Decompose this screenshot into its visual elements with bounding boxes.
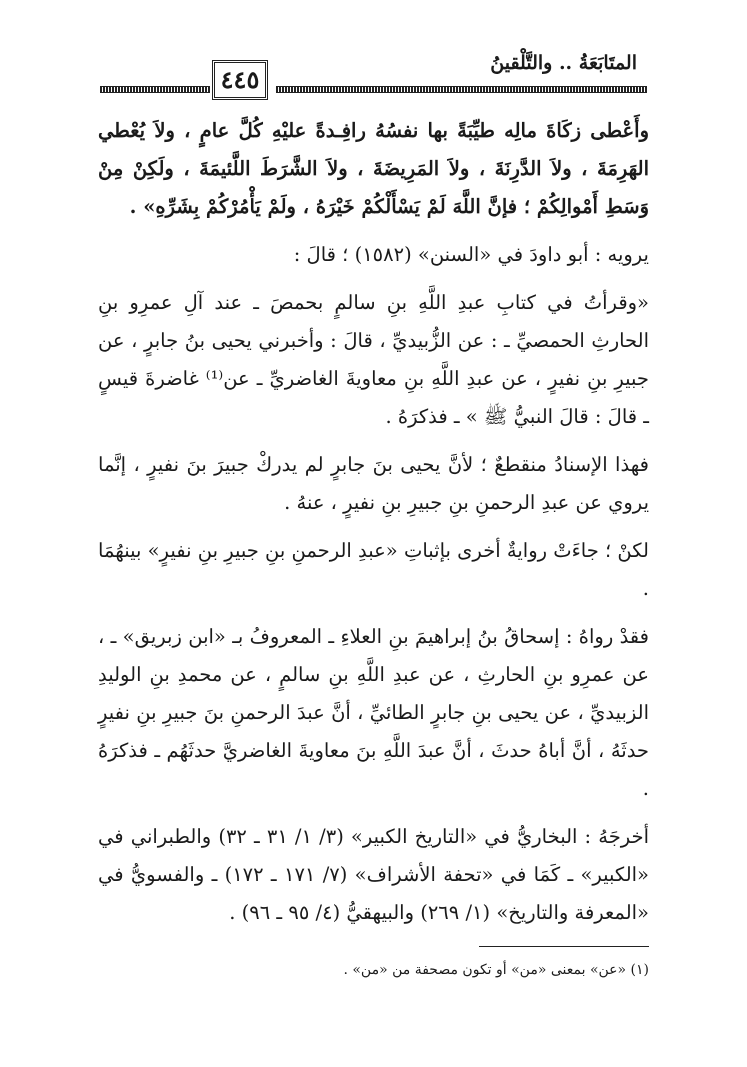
header-rule-left <box>100 86 210 93</box>
footnote-divider <box>479 946 649 947</box>
header-rule-right <box>276 86 647 93</box>
body-text <box>98 112 649 942</box>
paragraph: يرويه : أبو داودَ في «السنن» (١٥٨٢) ؛ قالَ : <box>293 243 649 266</box>
running-title: المتَابَعَةُ .. والتَّلْقينُ <box>490 52 637 74</box>
paragraph: «وقرأتُ في كتابِ عبدِ اللَّهِ بنِ سالمٍ بحمصَ ـ عند آلِ عمرِو بنِ الحارثِ الحمصيِّ ـ : عن الزُّبيديِّ ، قالَ : وأخبرني يحيى بنُ جابرٍ ، عن جبيرِ بنِ نفيرٍ ، عن عبدِ اللَّهِ بنِ معاويةَ الغاضريِّ ـ عن⁽¹⁾ غاضرةَ قيسٍ ـ قالَ : قالَ النبيُّ ﷺ » ـ فذكرَهُ . <box>98 291 649 428</box>
paragraph: أخرجَهُ : البخاريُّ في «التاريخ الكبير» (٣/ ١/ ٣١ ـ ٣٢) والطبراني في «الكبير» ـ كَمَا في «تحفة الأشراف» (٧/ ١٧١ ـ ١٧٢) ـ والفسويُّ في «المعرفة والتاريخ» (١/ ٢٦٩) والبيهقيُّ (٤/ ٩٥ ـ ٩٦) . <box>98 825 649 924</box>
footnote: (١) «عن» بمعنى «من» أو تكون مصحفة من «من» . <box>343 962 649 978</box>
paragraph: لكنْ ؛ جاءَتْ روايةٌ أخرى بإثباتِ «عبدِ الرحمنِ بنِ جبيرِ بنِ نفيرٍ» بينهُمَا . <box>98 539 649 600</box>
page-number: ٤٤٥ <box>212 60 268 100</box>
paragraph: وأَعْطى زكَاةَ مالِه طيِّبَةً بها نفسُهُ رافِـدةً عليْهِ كُلَّ عامٍ ، ولاَ يُعْطي الهَرِمَةَ ، ولاَ الدَّرِنَةَ ، ولاَ المَرِيضَةَ ، ولاَ الشَّرَطَ اللَّئيمَةَ ، ولَكِنْ مِنْ وَسَطِ أَمْوالِكُمْ ؛ فإنَّ اللَّهَ لَمْ يَسْأَلْكُمْ خَيْرَهُ ، ولَمْ يَأْمُرْكُمْ بِشَرِّهِ» . <box>98 119 649 218</box>
paragraph: فقدْ رواهُ : إسحاقُ بنُ إبراهيمَ بنِ العلاءِ ـ المعروفُ بـ «ابن زبريق» ـ ، عن عمرِو بنِ الحارثِ ، عن عبدِ اللَّهِ بنِ سالمٍ ، عن محمدِ بنِ الوليدِ الزبيديِّ ، عن يحيى بنِ جابرٍ الطائيِّ ، أنَّ عبدَ الرحمنِ بنَ جبيرِ بنِ نفيرٍ حدثَهُ ، أنَّ أباهُ حدثَ ، أنَّ عبدَ اللَّهِ بنَ معاويةَ الغاضريَّ حدثَهُم ـ فذكرَهُ . <box>98 625 649 800</box>
paragraph: فهذا الإسنادُ منقطعٌ ؛ لأنَّ يحيى بنَ جابرٍ لم يدركْ جبيرَ بنَ نفيرٍ ، إنَّما يروي عن عبدِ الرحمنِ بنِ جبيرِ بنِ نفيرٍ ، عنهُ . <box>98 453 649 514</box>
